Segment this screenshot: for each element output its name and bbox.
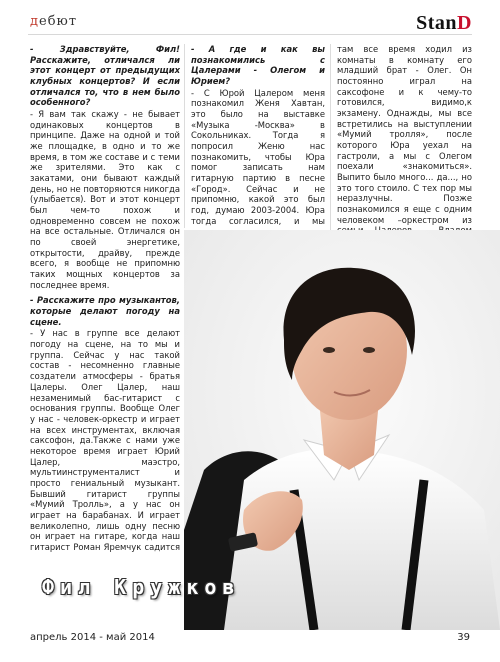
answer-3-continued: там все время ходил из комнаты в комнату его младший брат - Олег. Он постоянно играл на саксофоне и к чему-то готовился, видимо,к экзамену. Однажды, мы все встретились на выступлении «Мумий тролля», после которого Юра уехал на гастроли, а мы с Олегом поехали «знакомиться». Выпито было много... да..., но это того стоило. С тех пор мы неразлучны. Позже познакомился я еще с одним человеком –оркестром из <box>337 44 472 225</box>
article-column-3 <box>330 44 472 256</box>
question-3: - А где и как вы познакомились с Цалерами - Олегом и Юрием? <box>191 44 325 87</box>
page-number: 39 <box>457 632 470 643</box>
photo-caption-name: Фил Кружков <box>42 575 241 599</box>
question-2: - Расскажите про музыкантов, которые делают погоду на сцене. <box>30 295 180 327</box>
section-label: дебют <box>30 14 78 29</box>
article-column-2 <box>184 44 325 228</box>
magazine-logo <box>416 12 472 35</box>
answer-3: - С Юрой Цалером меня познакомил Женя Хавтан, это было на выставке «Музыка -Москва» в Сокольниках. Тогда я попросил Женю нас познакомить, чтобы Юра помог записать нам гитарную партию в песне «Город». Сейчас и не припомню, какой это был год, думаю 2003-2004. Юра тогда согласился, и мы <box>191 87 325 226</box>
answer-2: - У нас в группе все делают погоду на сцене, на то мы и группа. Сейчас у нас такой состав - несомненно главные создатели атмосферы - братья Цалеры. Олег Цалер, наш незаменимый бас-гитарист с основания группы. Вообще Олег у нас - человек-оркестр и играет на всех инструментах, включая саксофон, да.Также с нами уже некоторое время играет Юрий Цалер, маэстро, мультиинструменталист и просто гениальный музыкант. Бывший гитарист группы «Мумий Тролль», а у нас он играет на барабанах. И играет великолепно, лишь одну песню он играет на гитаре, когда наш гитарист Роман Яремчук садится <box>30 328 180 552</box>
issue-date: апрель 2014 - май 2014 <box>30 632 155 643</box>
portrait-photo <box>184 230 500 630</box>
logo-accent-letter: D <box>457 12 472 34</box>
logo-text: Stan <box>416 12 458 34</box>
article-column-1 <box>30 44 180 552</box>
header-divider <box>28 34 472 35</box>
question-1: - Здравствуйте, Фил! Расскажите, отличался ли этот концерт от предыдущих клубных концертов? И если отличался то, что в нем было особенного? <box>30 44 180 108</box>
answer-1: - Я вам так скажу - не бывает одинаковых концертов в принципе. Даже на одной и той же площадке, в одно и то же время, в том же составе и с теми же зрителями. Это как с закатами, они бывают каждый день, но не повторяются никогда (улыбается). Вот и этот концерт был чем-то похож и одновременно совсем не похож на все остальные. Отличался он по своей энергетике, открытости, драйву, прежде всего, я вообще не припомню таких мощных концертов за последнее время. <box>30 109 180 290</box>
